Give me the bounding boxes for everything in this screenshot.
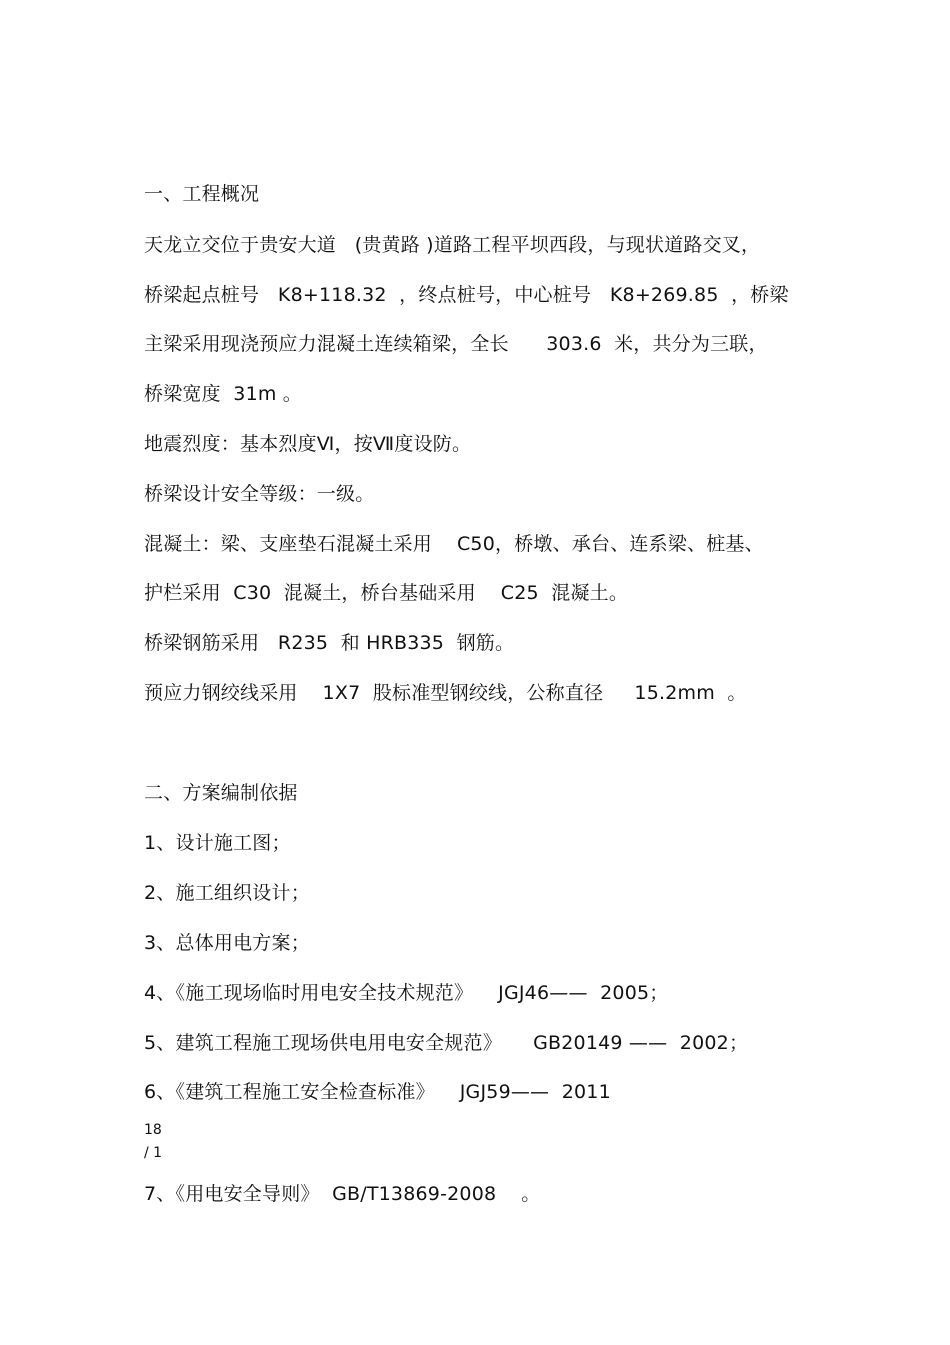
list-item: 4、《施工现场临时用电安全技术规范》 JGJ46—— 2005；	[144, 982, 669, 1004]
paragraph-line: 桥梁起点桩号 K8+118.32 ，终点桩号，中心桩号 K8+269.85 ，桥梁	[144, 284, 789, 306]
paragraph-line: 桥梁设计安全等级：一级。	[144, 483, 375, 505]
paragraph-line: 天龙立交位于贵安大道 (贵黄路 )道路工程平坝西段，与现状道路交叉，	[144, 234, 761, 256]
section-heading-2: 二、方案编制依据	[144, 782, 298, 804]
list-item: 2、施工组织设计；	[144, 882, 310, 904]
paragraph-line: 预应力钢绞线采用 1X7 股标准型钢绞线，公称直径 15.2mm 。	[144, 682, 747, 704]
list-item: 7、《用电安全导则》 GB/T13869-2008 。	[144, 1183, 541, 1205]
section-heading-1: 一、工程概况	[144, 183, 260, 205]
paragraph-line: 地震烈度：基本烈度Ⅵ，按Ⅶ度设防。	[144, 433, 472, 455]
paragraph-line: 桥梁钢筋采用 R235 和 HRB335 钢筋。	[144, 632, 515, 654]
paragraph-line: 护栏采用 C30 混凝土，桥台基础采用 C25 混凝土。	[144, 582, 629, 604]
paragraph-line: 桥梁宽度 31m 。	[144, 383, 303, 405]
list-item: 1、设计施工图；	[144, 832, 291, 854]
list-item: 5、建筑工程施工现场供电用电安全规范》 GB20149 —— 2002；	[144, 1032, 749, 1054]
paragraph-line: 主梁采用现浇预应力混凝土连续箱梁，全长 303.6 米，共分为三联，	[144, 333, 768, 355]
list-item: 3、总体用电方案；	[144, 932, 310, 954]
paragraph-line: 混凝土：梁、支座垫石混凝土采用 C50，桥墩、承台、连系梁、桩基、	[144, 533, 764, 555]
page-number-total: / 1	[144, 1145, 163, 1161]
page-number: 18	[144, 1122, 162, 1138]
list-item: 6、《建筑工程施工安全检查标准》 JGJ59—— 2011	[144, 1081, 611, 1103]
